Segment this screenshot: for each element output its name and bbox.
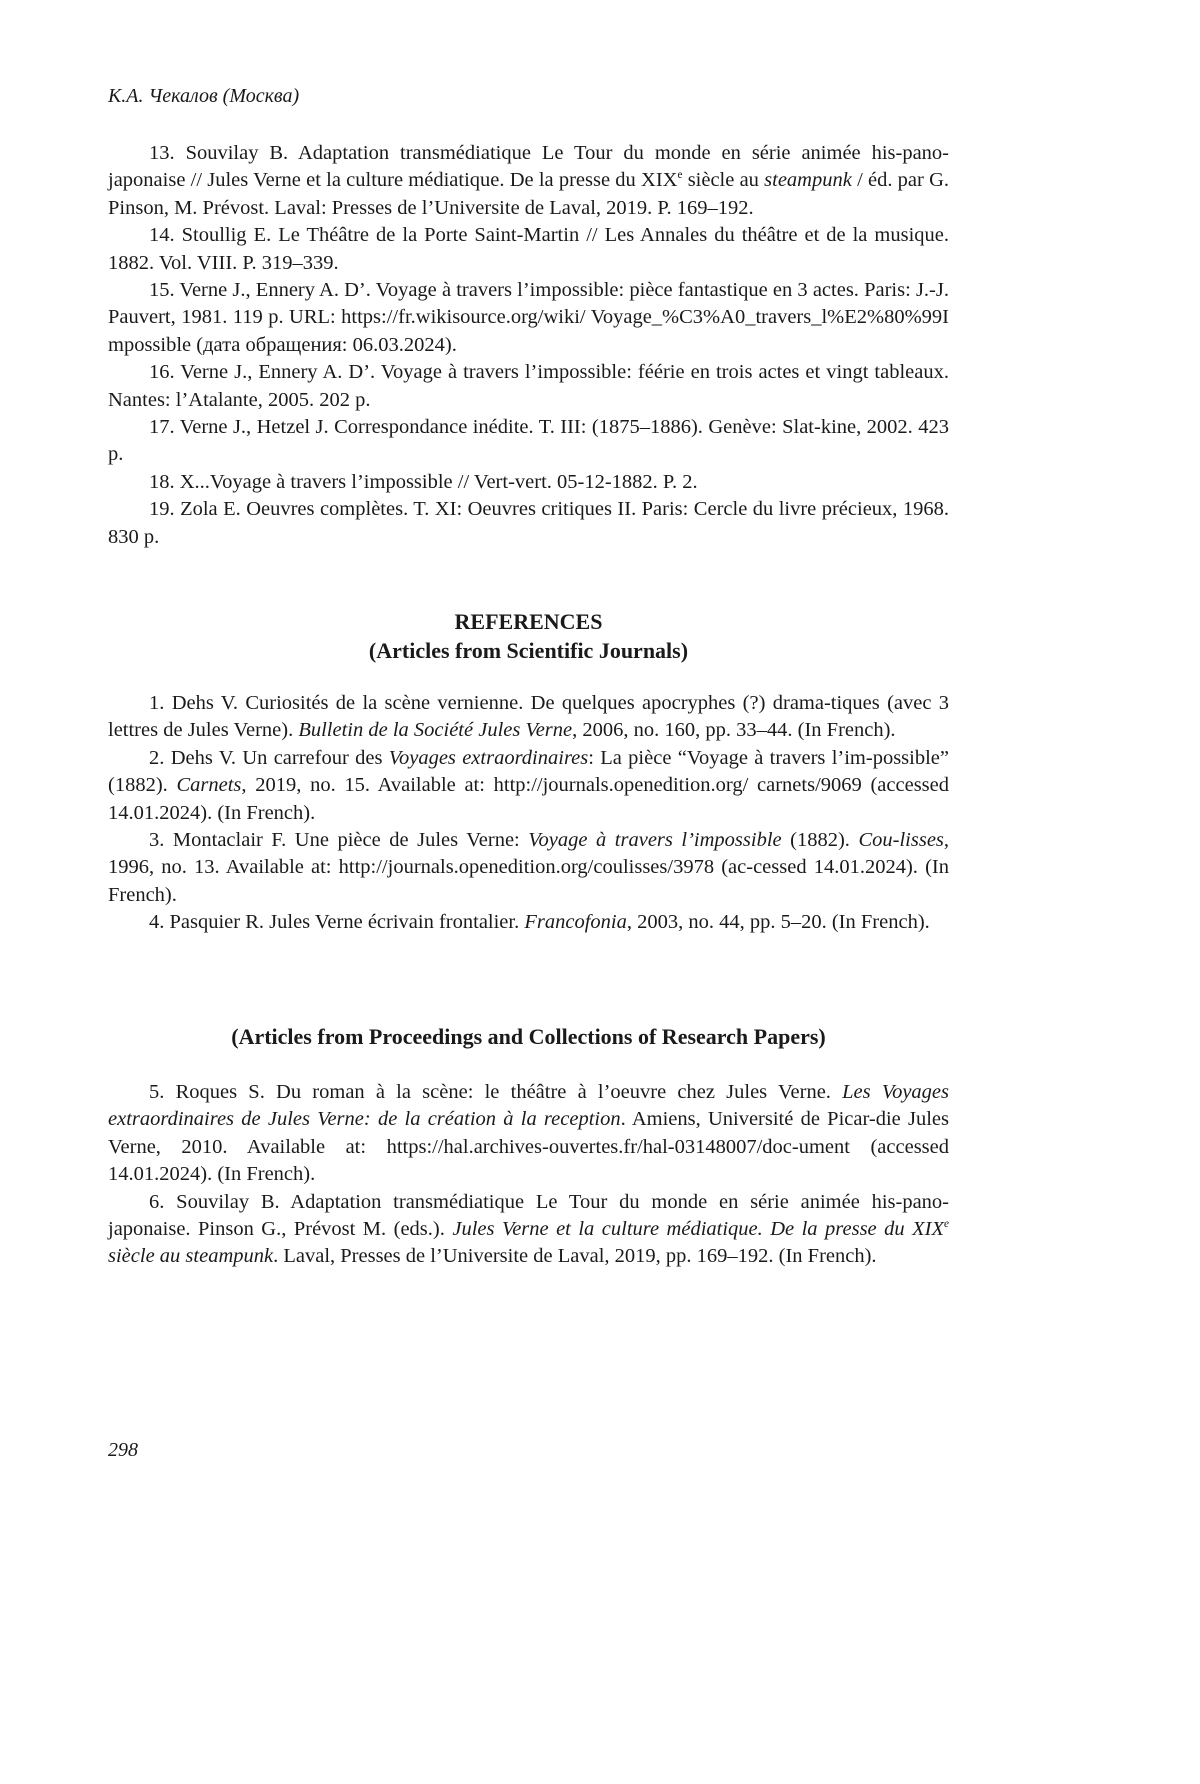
references-title: REFERENCES xyxy=(454,609,603,634)
bibliography-item-18: 18. X...Voyage à travers l’impossible // Vert-vert. 05-12-1882. P. 2. xyxy=(149,470,698,493)
reference-item-3: 3. Montaclair F. Une pièce de Jules Verne: Voyage à travers l’impossible (1882). Cou-lisses, 1996, no. 13. Available at: http://journals.openedition.org/coulisses/3978 (ac-cessed 14.01.2024). (In French). xyxy=(108,829,950,906)
bibliography-item-16: 16. Verne J., Ennery A. D’. Voyage à travers l’impossible: féérie en trois actes et vingt tableaux. Nantes: l’Atalante, 2005. 202 p. xyxy=(108,361,949,411)
proceedings-heading: (Articles from Proceedings and Collections of Research Papers) xyxy=(231,1024,826,1049)
journal-references-list xyxy=(108,690,949,937)
reference-item-6: 6. Souvilay B. Adaptation transmédiatique Le Tour du monde en série animée his-pano-japonaise. Pinson G., Prévost M. (eds.). Jules Verne et la culture médiatique. De la presse du XIXe siècle au steampunk. Laval, Presses de l’Universite de Laval, 2019, pp. 169–192. (In French). xyxy=(108,1190,950,1268)
bibliography-item-13: 13. Souvilay B. Adaptation transmédiatique Le Tour du monde en série animée his-pano-japonaise // Jules Verne et la culture médiatique. De la presse du XIXe siècle au steampunk / éd. par G. Pinson, M. Prévost. Laval: Presses de l’Universite de Laval, 2019. P. 169–192. xyxy=(108,142,950,219)
proceedings-heading-block xyxy=(108,1022,949,1051)
bibliography-item-17: 17. Verne J., Hetzel J. Correspondance inédite. T. III: (1875–1886). Genève: Slat-kine, 2002. 423 p. xyxy=(108,416,949,466)
reference-item-4: 4. Pasquier R. Jules Verne écrivain frontalier. Francofonia, 2003, no. 44, pp. 5–20. (In French). xyxy=(149,911,930,934)
running-head: К.А. Чекалов (Москва) xyxy=(108,85,300,107)
bibliography-item-14: 14. Stoullig E. Le Théâtre de la Porte Saint-Martin // Les Annales du théâtre et de la musique. 1882. Vol. VIII. P. 319–339. xyxy=(108,224,949,274)
bibliography-item-15: 15. Verne J., Ennery A. D’. Voyage à travers l’impossible: pièce fantastique en 3 actes. Paris: J.-J. Pauvert, 1981. 119 p. URL: https://fr.wikisource.org/wiki/ Voyage_%C3%A0_travers_l%E2%80%99Impossible (дата обращения: 06.03.2024). xyxy=(108,279,949,356)
reference-item-5: 5. Roques S. Du roman à la scène: le théâtre à l’oeuvre chez Jules Verne. Les Voyages extraordinaires de Jules Verne: de la création à la reception. Amiens, Université de Picar-die Jules Verne, 2010. Available at: https://hal.archives-ouvertes.fr/hal-03148007/doc-ument (accessed 14.01.2024). (In French). xyxy=(108,1081,950,1186)
references-heading-block xyxy=(108,607,949,665)
references-subtitle: (Articles from Scientific Journals) xyxy=(368,638,689,663)
bibliography-item-19: 19. Zola E. Oeuvres complètes. T. XI: Oeuvres critiques II. Paris: Cercle du livre précieux, 1968. 830 p. xyxy=(108,498,949,548)
page-number: 298 xyxy=(108,1439,138,1461)
bibliography-list xyxy=(108,140,949,551)
reference-item-2: 2. Dehs V. Un carrefour des Voyages extraordinaires: La pièce “Voyage à travers l’im-possible” (1882). Carnets, 2019, no. 15. Available at: http://journals.openedition.org/ carnets/9069 (accessed 14.01.2024). (In French). xyxy=(108,746,949,824)
proceedings-references-list xyxy=(108,1079,949,1271)
reference-item-1: 1. Dehs V. Curiosités de la scène vernienne. De quelques apocryphes (?) drama-tiques (avec 3 lettres de Jules Verne). Bulletin de la Société Jules Verne, 2006, no. 160, pp. 33–44. (In French). xyxy=(108,692,949,742)
